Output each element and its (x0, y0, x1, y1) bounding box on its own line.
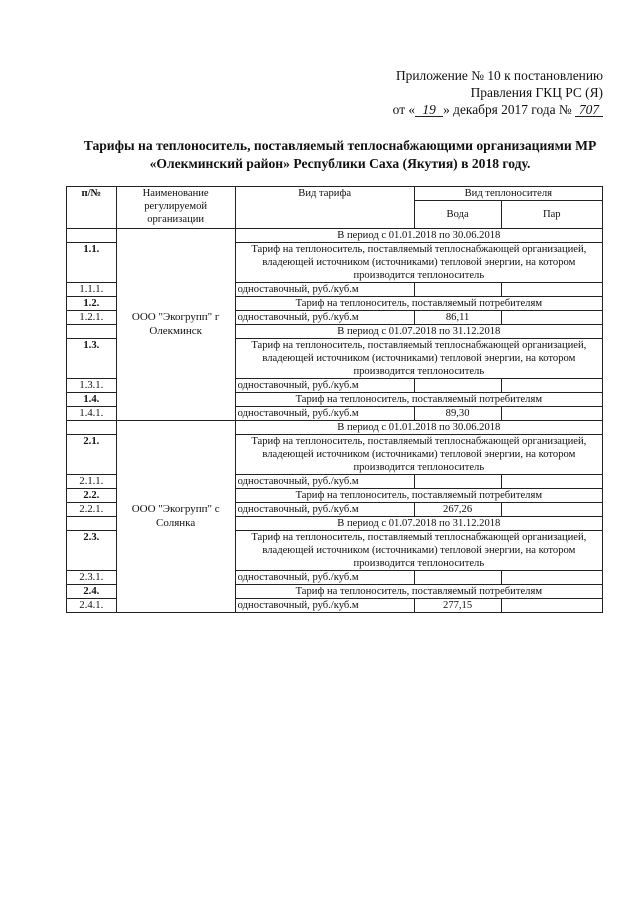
row-number: 1.3.1. (67, 379, 117, 393)
tariff-unit: одноставочный, руб./куб.м (235, 379, 414, 393)
tariff-unit: одноставочный, руб./куб.м (235, 407, 414, 421)
tariff-description: Тариф на теплоноситель, поставляемый потребителям (235, 585, 602, 599)
row-number: 1.2. (67, 297, 117, 311)
water-value (414, 571, 501, 585)
steam-value (501, 311, 602, 325)
handwritten-date-day: 19 (415, 104, 443, 117)
period-number-cell (67, 421, 117, 435)
steam-value (501, 599, 602, 613)
tariff-unit: одноставочный, руб./куб.м (235, 599, 414, 613)
row-number: 2.1. (67, 435, 117, 475)
tariff-unit: одноставочный, руб./куб.м (235, 571, 414, 585)
tariff-description: Тариф на теплоноситель, поставляемый потребителям (235, 489, 602, 503)
row-number: 2.3.1. (67, 571, 117, 585)
row-number: 1.2.1. (67, 311, 117, 325)
tariff-unit: одноставочный, руб./куб.м (235, 283, 414, 297)
appendix-line-2: Правления ГКЦ РС (Я) (470, 84, 603, 100)
row-number: 1.4. (67, 393, 117, 407)
water-value: 89,30 (414, 407, 501, 421)
steam-value (501, 475, 602, 489)
water-value: 86,11 (414, 311, 501, 325)
steam-value (501, 571, 602, 585)
period-number-cell (67, 229, 117, 243)
row-number: 2.1.1. (67, 475, 117, 489)
steam-value (501, 407, 602, 421)
row-number: 2.3. (67, 531, 117, 571)
row-number: 2.2.1. (67, 503, 117, 517)
tariff-table (66, 186, 603, 613)
organization-name: ООО "Экогрупп" г Олекминск (116, 229, 235, 421)
period-row (67, 229, 603, 243)
period-label: В период с 01.01.2018 по 30.06.2018 (235, 229, 602, 243)
header-organization: Наименование регулируемой организации (116, 187, 235, 229)
water-value: 267,26 (414, 503, 501, 517)
row-number: 2.4. (67, 585, 117, 599)
tariff-description: Тариф на теплоноситель, поставляемый потребителям (235, 297, 602, 311)
period-number-cell (67, 517, 117, 531)
organization-name: ООО "Экогрупп" с Солянка (116, 421, 235, 613)
row-number: 1.3. (67, 339, 117, 379)
header-steam: Пар (501, 201, 602, 229)
tariff-unit: одноставочный, руб./куб.м (235, 311, 414, 325)
row-number: 2.4.1. (67, 599, 117, 613)
appendix-header (393, 68, 603, 118)
period-row (67, 421, 603, 435)
row-number: 1.1. (67, 243, 117, 283)
water-value: 277,15 (414, 599, 501, 613)
steam-value (501, 283, 602, 297)
period-number-cell (67, 325, 117, 339)
water-value (414, 475, 501, 489)
tariff-description: Тариф на теплоноситель, поставляемый теплоснабжающей организацией, владеющей источником (источниками) тепловой энергии, на котором производится теплоноситель (235, 435, 602, 475)
steam-value (501, 503, 602, 517)
period-label: В период с 01.07.2018 по 31.12.2018 (235, 325, 602, 339)
period-label: В период с 01.07.2018 по 31.12.2018 (235, 517, 602, 531)
header-water: Вода (414, 201, 501, 229)
row-number: 1.1.1. (67, 283, 117, 297)
tariff-unit: одноставочный, руб./куб.м (235, 475, 414, 489)
tariff-description: Тариф на теплоноситель, поставляемый потребителям (235, 393, 602, 407)
tariff-unit: одноставочный, руб./куб.м (235, 503, 414, 517)
table-body (67, 229, 603, 613)
tariff-description: Тариф на теплоноситель, поставляемый теплоснабжающей организацией, владеющей источником (источниками) тепловой энергии, на котором производится теплоноситель (235, 339, 602, 379)
appendix-line-1: Приложение № 10 к постановлению (396, 68, 603, 83)
handwritten-document-number: 707 (575, 104, 603, 117)
steam-value (501, 379, 602, 393)
title-line-2: «Олекминский район» Республики Саха (Якутия) в 2018 году. (149, 156, 531, 171)
period-label: В период с 01.01.2018 по 30.06.2018 (235, 421, 602, 435)
title-line-1: Тарифы на теплоноситель, поставляемый теплоснабжающими организациями МР (83, 138, 597, 153)
row-number: 1.4.1. (67, 407, 117, 421)
row-number: 2.2. (67, 489, 117, 503)
date-suffix: » декабря 2017 года № (443, 101, 572, 117)
header-tariff-type: Вид тарифа (235, 187, 414, 229)
appendix-line-3 (393, 102, 603, 119)
water-value (414, 379, 501, 393)
header-heat-carrier: Вид теплоносителя (414, 187, 602, 201)
tariff-description: Тариф на теплоноситель, поставляемый теплоснабжающей организацией, владеющей источником (источниками) тепловой энергии, на котором производится теплоноситель (235, 243, 602, 283)
water-value (414, 283, 501, 297)
tariff-description: Тариф на теплоноситель, поставляемый теплоснабжающей организацией, владеющей источником (источниками) тепловой энергии, на котором производится теплоноситель (235, 531, 602, 571)
header-number: п/№ (67, 187, 117, 229)
document-title (60, 137, 620, 173)
date-prefix: от « (392, 101, 416, 117)
